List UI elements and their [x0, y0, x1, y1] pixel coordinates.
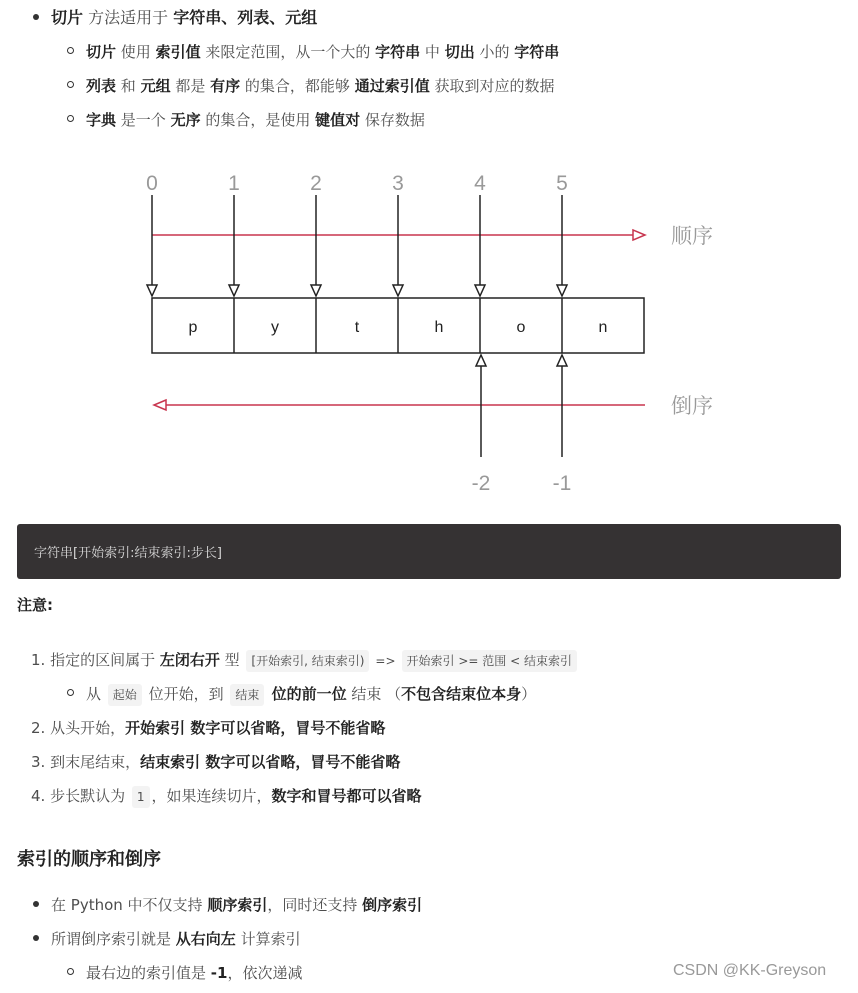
note-title: 注意: — [17, 596, 53, 614]
index-label-5: 5 — [556, 172, 568, 195]
index-label-4: 4 — [474, 172, 486, 195]
index-diagram — [0, 160, 858, 510]
list-item-list-tuple: 列表 和 元组 都是 有序 的集合，都能够 通过索引值 获取到对应的数据 — [67, 75, 554, 97]
index-label-3: 3 — [392, 172, 404, 195]
bullet-disc-icon — [33, 14, 39, 20]
note-item-2: 2. 从头开始，开始索引 数字可以省略，冒号不能省略 — [31, 719, 386, 737]
inline-code: 起始 — [108, 684, 142, 706]
bullet-disc-icon — [33, 935, 39, 941]
inline-code: 1 — [132, 786, 150, 808]
list-item-slice-usage: 切片 使用 索引值 来限定范围，从一个大的 字符串 中 切出 小的 字符串 — [67, 41, 559, 63]
inline-code: [开始索引, 结束索引) — [246, 650, 369, 672]
index-label-neg1: -1 — [552, 472, 572, 495]
bullet-circle-icon — [67, 689, 74, 696]
index-label-2: 2 — [310, 172, 322, 195]
bullet-circle-icon — [67, 968, 74, 975]
note-item-3: 3. 到末尾结束，结束索引 数字可以省略，冒号不能省略 — [31, 753, 401, 771]
section-heading: 索引的顺序和倒序 — [17, 849, 161, 870]
cell-t: t — [354, 319, 360, 336]
list-item-python-index: 在 Python 中不仅支持 顺序索引，同时还支持 倒序索引 — [33, 894, 422, 916]
inline-code: 结束 — [230, 684, 264, 706]
index-label-neg2: -2 — [471, 472, 491, 495]
cell-y: y — [271, 319, 279, 336]
inline-code: 开始索引 >= 范围 < 结束索引 — [402, 650, 577, 672]
watermark: CSDN @KK-Greyson — [673, 962, 827, 979]
forward-arrow-icon — [633, 230, 645, 240]
cell-p: p — [188, 319, 198, 336]
bullet-circle-icon — [67, 47, 74, 54]
bullet-circle-icon — [67, 115, 74, 122]
list-item-dict: 字典 是一个 无序 的集合，是使用 键值对 保存数据 — [67, 109, 425, 131]
note-item-1: 1. 指定的区间属于 左闭右开 型 [开始索引, 结束索引)=>开始索引 >= 范围 < 结束索引 — [31, 649, 579, 672]
bullet-disc-icon — [33, 901, 39, 907]
code-text: 字符串[开始索引:结束索引:步长] — [34, 546, 222, 561]
bullet-circle-icon — [67, 81, 74, 88]
index-label-0: 0 — [146, 172, 158, 195]
cell-o: o — [516, 319, 526, 336]
cell-n: n — [598, 319, 608, 336]
code-block — [17, 524, 841, 579]
list-item-reverse-def: 所谓倒序索引就是 从右向左 计算索引 — [33, 928, 301, 950]
list-item-rightmost: 最右边的索引值是 -1，依次递减 — [67, 962, 302, 984]
cell-h: h — [434, 319, 444, 336]
reverse-label: 倒序 — [671, 394, 713, 418]
forward-label: 顺序 — [671, 224, 713, 248]
note-item-1-sub: 从 起始 位开始，到 结束 位的前一位 结束 （不包含结束位本身） — [67, 683, 536, 706]
list-item-slice-intro: 切片 方法适用于 字符串、列表、元组 — [33, 7, 317, 29]
index-label-1: 1 — [228, 172, 240, 195]
note-item-4: 4. 步长默认为 1 ，如果连续切片，数字和冒号都可以省略 — [31, 785, 422, 808]
reverse-arrow-icon — [154, 400, 166, 410]
